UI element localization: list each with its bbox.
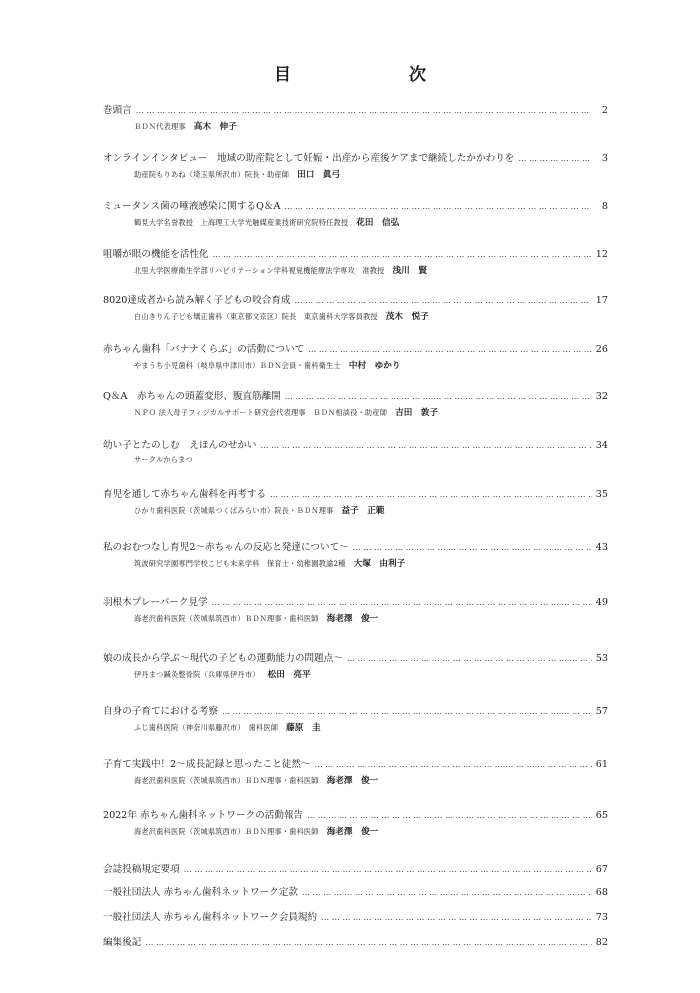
toc-entry[interactable] [103,437,608,465]
entry-author: 茂木 悦子 [385,312,429,322]
toc-extra-entry[interactable] [103,884,608,898]
page-number: 12 [595,249,608,260]
page-number: 61 [595,759,608,770]
entry-affiliation: 白山きりん子ども矯正歯科（東京都文京区）院長 東京歯科大学客員教授 [134,312,378,321]
entry-affiliation: 鶴見大学名誉教授 上海理工大学光触媒産業技術研究院特任教授 [134,218,349,227]
entry-title: 赤ちゃん歯科「バナナくらぶ」の活動について [103,344,305,355]
entry-author: 大塚 由利子 [353,559,406,569]
toc-entry[interactable] [103,246,608,276]
toc-entry[interactable] [103,292,608,322]
toc-entry[interactable] [103,341,608,371]
page-title: 目 次 [274,65,454,85]
page-number: 35 [595,489,608,500]
page-number: 65 [595,810,608,821]
page-number: 53 [595,653,608,664]
toc-entry[interactable] [103,198,608,228]
entry-title: Q＆A 赤ちゃんの頭蓋変形、腹直筋離開 [103,391,281,402]
leader-dots [145,938,591,947]
entry-affiliation: 伊丹まつ鍼灸整骨院（兵庫県伊丹市） [134,670,260,679]
page-number: 68 [595,887,608,898]
entry-title: 子育て実践中！2～成長記録と思ったこと徒然～ [103,759,311,770]
page-number: 3 [601,153,608,164]
leader-dots [212,598,592,607]
page-number: 8 [601,201,608,212]
page-number: 49 [595,597,608,608]
entry-affiliation: ＮＰＯ 法人母子フィジカルサポート研究会代表理事 ＢＤＮ相談役・助産師 [134,408,388,417]
entry-author: 藤原 圭 [286,723,321,733]
leader-dots [302,888,592,897]
toc-entry[interactable] [103,807,608,837]
toc-entry[interactable] [103,539,608,569]
toc-entry[interactable] [103,102,608,132]
leader-dots [270,490,592,499]
entry-title: 羽根木プレーパーク見学 [103,597,208,608]
leader-dots [222,707,592,716]
leader-dots [307,811,592,820]
toc-extra-entry[interactable] [103,861,608,875]
entry-affiliation: 海老沢歯科医院（茨城県筑西市）ＢＤＮ理事・歯科医師 [134,614,319,623]
page-number: 32 [595,391,608,402]
entry-title: 8020達成者から読み解く子どもの咬合育成 [103,295,291,306]
entry-author: 益子 正範 [341,506,385,516]
entry-title: 巻頭言 [103,105,132,116]
page-number: 17 [595,295,608,306]
leader-dots [184,865,592,874]
entry-author: 松田 亮平 [267,670,311,680]
toc-extra-entry[interactable] [103,909,608,923]
page-number: 43 [595,542,608,553]
entry-affiliation: ひかり歯科医院（茨城県つくばみらい市）院長・ＢＤＮ理事 [134,506,334,515]
entry-affiliation: 北里大学医療衛生学部リハビリテーション学科視覚機能療法学専攻 准教授 [134,266,385,275]
entry-author: 高木 伸子 [193,122,237,132]
entry-title: 会誌投稿規定要項 [103,864,180,875]
leader-dots [315,760,592,769]
toc-entry[interactable] [103,703,608,733]
toc-entry[interactable] [103,150,608,180]
entry-title: オンラインインタビュー 地域の助産院として妊娠・出産から産後ケアまで継続したかかわりを [103,153,515,164]
leader-dots [213,250,592,259]
leader-dots [285,392,592,401]
entry-title: 幼い子とたのしむ えほんのせかい [103,440,257,451]
entry-author: 浅川 賢 [392,266,427,276]
entry-author: 海老澤 俊一 [326,827,379,837]
toc-entry[interactable] [103,650,608,680]
entry-title: 2022年 赤ちゃん歯科ネットワークの活動報告 [103,810,304,821]
leader-dots [353,543,592,552]
leader-dots [284,202,592,211]
entry-affiliation: 海老沢歯科医院（茨城県筑西市）ＢＤＮ理事・歯科医師 [134,827,319,836]
toc-entry[interactable] [103,388,608,418]
leader-dots [321,913,592,922]
page-number: 26 [595,344,608,355]
toc-extra-entry[interactable] [103,934,608,948]
page-number: 67 [595,864,608,875]
leader-dots [295,296,592,305]
page-number: 57 [595,706,608,717]
entry-title: 私のおむつなし育児2～赤ちゃんの反応と発達について～ [103,542,349,553]
page-number: 2 [601,105,608,116]
toc-entry[interactable] [103,756,608,786]
page-number: 73 [595,912,608,923]
entry-author: 海老澤 俊一 [326,776,379,786]
entry-author: 吉田 敦子 [395,408,439,418]
entry-affiliation: 筑波研究学園専門学校こども未来学科 保育士・幼稚園教諭2種 [134,559,346,568]
leader-dots [261,441,592,450]
leader-dots [347,654,592,663]
entry-title: 育児を通して赤ちゃん歯科を再考する [103,489,267,500]
entry-title: 娘の成長から学ぶ～現代の子どもの運動能力の問題点～ [103,653,343,664]
entry-affiliation: ふじ歯科医院（神奈川県藤沢市） 歯科医師 [134,723,279,732]
page-number: 82 [595,937,608,948]
entry-title: 自身の子育てにおける考察 [103,706,219,717]
entry-title: 一般社団法人 赤ちゃん歯科ネットワーク定款 [103,887,298,898]
entry-affiliation: 海老沢歯科医院（茨城県筑西市）ＢＤＮ理事・歯科医師 [134,776,319,785]
leader-dots [518,154,592,163]
entry-affiliation: ＢＤＮ代表理事 [134,122,186,131]
entry-author: 海老澤 俊一 [326,614,379,624]
toc-entry[interactable] [103,594,608,624]
leader-dots [308,345,592,354]
entry-title: ミュータンス菌の唾液感染に関するQ＆A [103,201,281,212]
leader-dots [136,106,592,115]
entry-author: 田口 眞弓 [297,170,341,180]
toc-entry[interactable] [103,486,608,516]
entry-affiliation: やまうち小児歯科（岐阜県中津川市）ＢＤＮ会員・歯科衛生士 [134,361,341,370]
entry-title: 編集後記 [103,937,142,948]
entry-author: 中村 ゆかり [348,361,401,371]
entry-affiliation: 助産院もりあね（埼玉県所沢市）院長・助産師 [134,170,290,179]
entry-title: 咀嚼が眼の機能を活性化 [103,249,209,260]
page-number: 34 [595,440,608,451]
entry-title: 一般社団法人 赤ちゃん歯科ネットワーク会員規約 [103,912,318,923]
entry-author: 花田 信弘 [356,218,400,228]
entry-affiliation: サークルからまつ [134,455,193,464]
